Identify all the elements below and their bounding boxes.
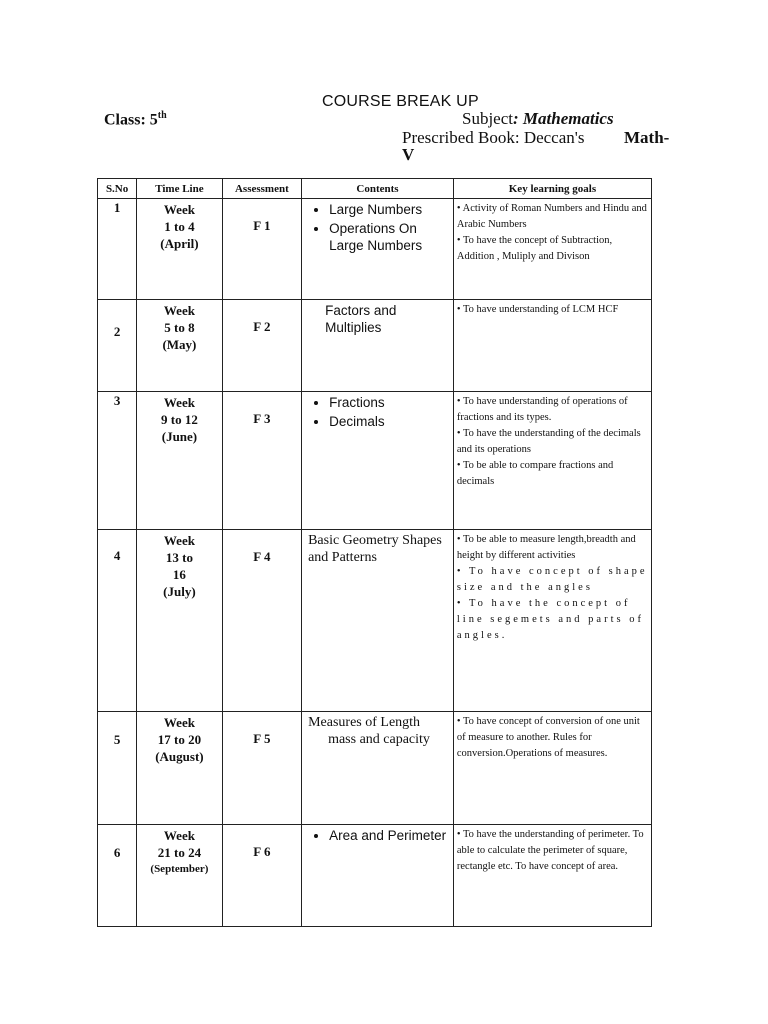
sno-cell: 5 (98, 712, 137, 825)
goals-cell: • To have understanding of operations of fractions and its types. • To have the understanding of the decimals and its operations • To be able to compare fractions and decimals (453, 392, 651, 530)
assessment-cell: F 1 (222, 199, 301, 300)
book-title-part1: Math- (624, 128, 670, 147)
goals-cell: • To have concept of conversion of one unit of measure to another. Rules for conversion.Operations of measures. (453, 712, 651, 825)
timeline-cell: Week 1 to 4 (April) (137, 199, 222, 300)
assessment-cell: F 3 (222, 392, 301, 530)
header-sno: S.No (98, 179, 137, 199)
header-goals: Key learning goals (453, 179, 651, 199)
table-row (98, 199, 652, 300)
assessment-cell: F 5 (222, 712, 301, 825)
goals-cell: • Activity of Roman Numbers and Hindu and Arabic Numbers • To have the concept of Subtraction, Addition , Muliply and Divison (453, 199, 651, 300)
subject-label: Subject: Mathematics (462, 109, 614, 128)
sno-cell: 4 (98, 530, 137, 712)
timeline-cell: Week 9 to 12 (June) (137, 392, 222, 530)
assessment-cell: F 4 (222, 530, 301, 712)
table-row (98, 392, 652, 530)
sno-cell: 2 (98, 300, 137, 392)
page-title: COURSE BREAK UP (322, 93, 479, 110)
timeline-cell: Week 5 to 8 (May) (137, 300, 222, 392)
goals-cell: • To have the understanding of perimeter. To able to calculate the perimeter of square, rectangle etc. To have concept of area. (453, 825, 651, 927)
header-contents: Contents (302, 179, 454, 199)
sno-cell: 3 (98, 392, 137, 530)
contents-cell: • Large Numbers • Operations On Large Numbers (302, 199, 454, 300)
goals-cell: • To be able to measure length,breadth and height by different activities • To have concept of shape size and the angles • To have the concept of line segemets and parts of angles. (453, 530, 651, 712)
contents-cell: • Fractions • Decimals (302, 392, 454, 530)
timeline-cell: Week 21 to 24 (September) (137, 825, 222, 927)
timeline-cell: Week 13 to 16 (July) (137, 530, 222, 712)
class-label: Class: 5th (104, 110, 167, 129)
table-row (98, 825, 652, 927)
header-assessment: Assessment (222, 179, 301, 199)
header-timeline: Time Line (137, 179, 222, 199)
course-table (97, 178, 652, 927)
assessment-cell: F 2 (222, 300, 301, 392)
table-header-row (98, 179, 652, 199)
book-title-part2: V (402, 145, 415, 164)
table-row (98, 530, 652, 712)
goals-cell: • To have understanding of LCM HCF (453, 300, 651, 392)
prescribed-book-label: Prescribed Book: Deccan's (402, 128, 585, 147)
contents-cell: Measures of Length mass and capacity (302, 712, 454, 825)
contents-cell: • Area and Perimeter (302, 825, 454, 927)
contents-cell: Factors and Multiplies (302, 300, 454, 392)
sno-cell: 1 (98, 199, 137, 300)
table-row (98, 712, 652, 825)
contents-cell: Basic Geometry Shapes and Patterns (302, 530, 454, 712)
sno-cell: 6 (98, 825, 137, 927)
assessment-cell: F 6 (222, 825, 301, 927)
timeline-cell: Week 17 to 20 (August) (137, 712, 222, 825)
table-row (98, 300, 652, 392)
